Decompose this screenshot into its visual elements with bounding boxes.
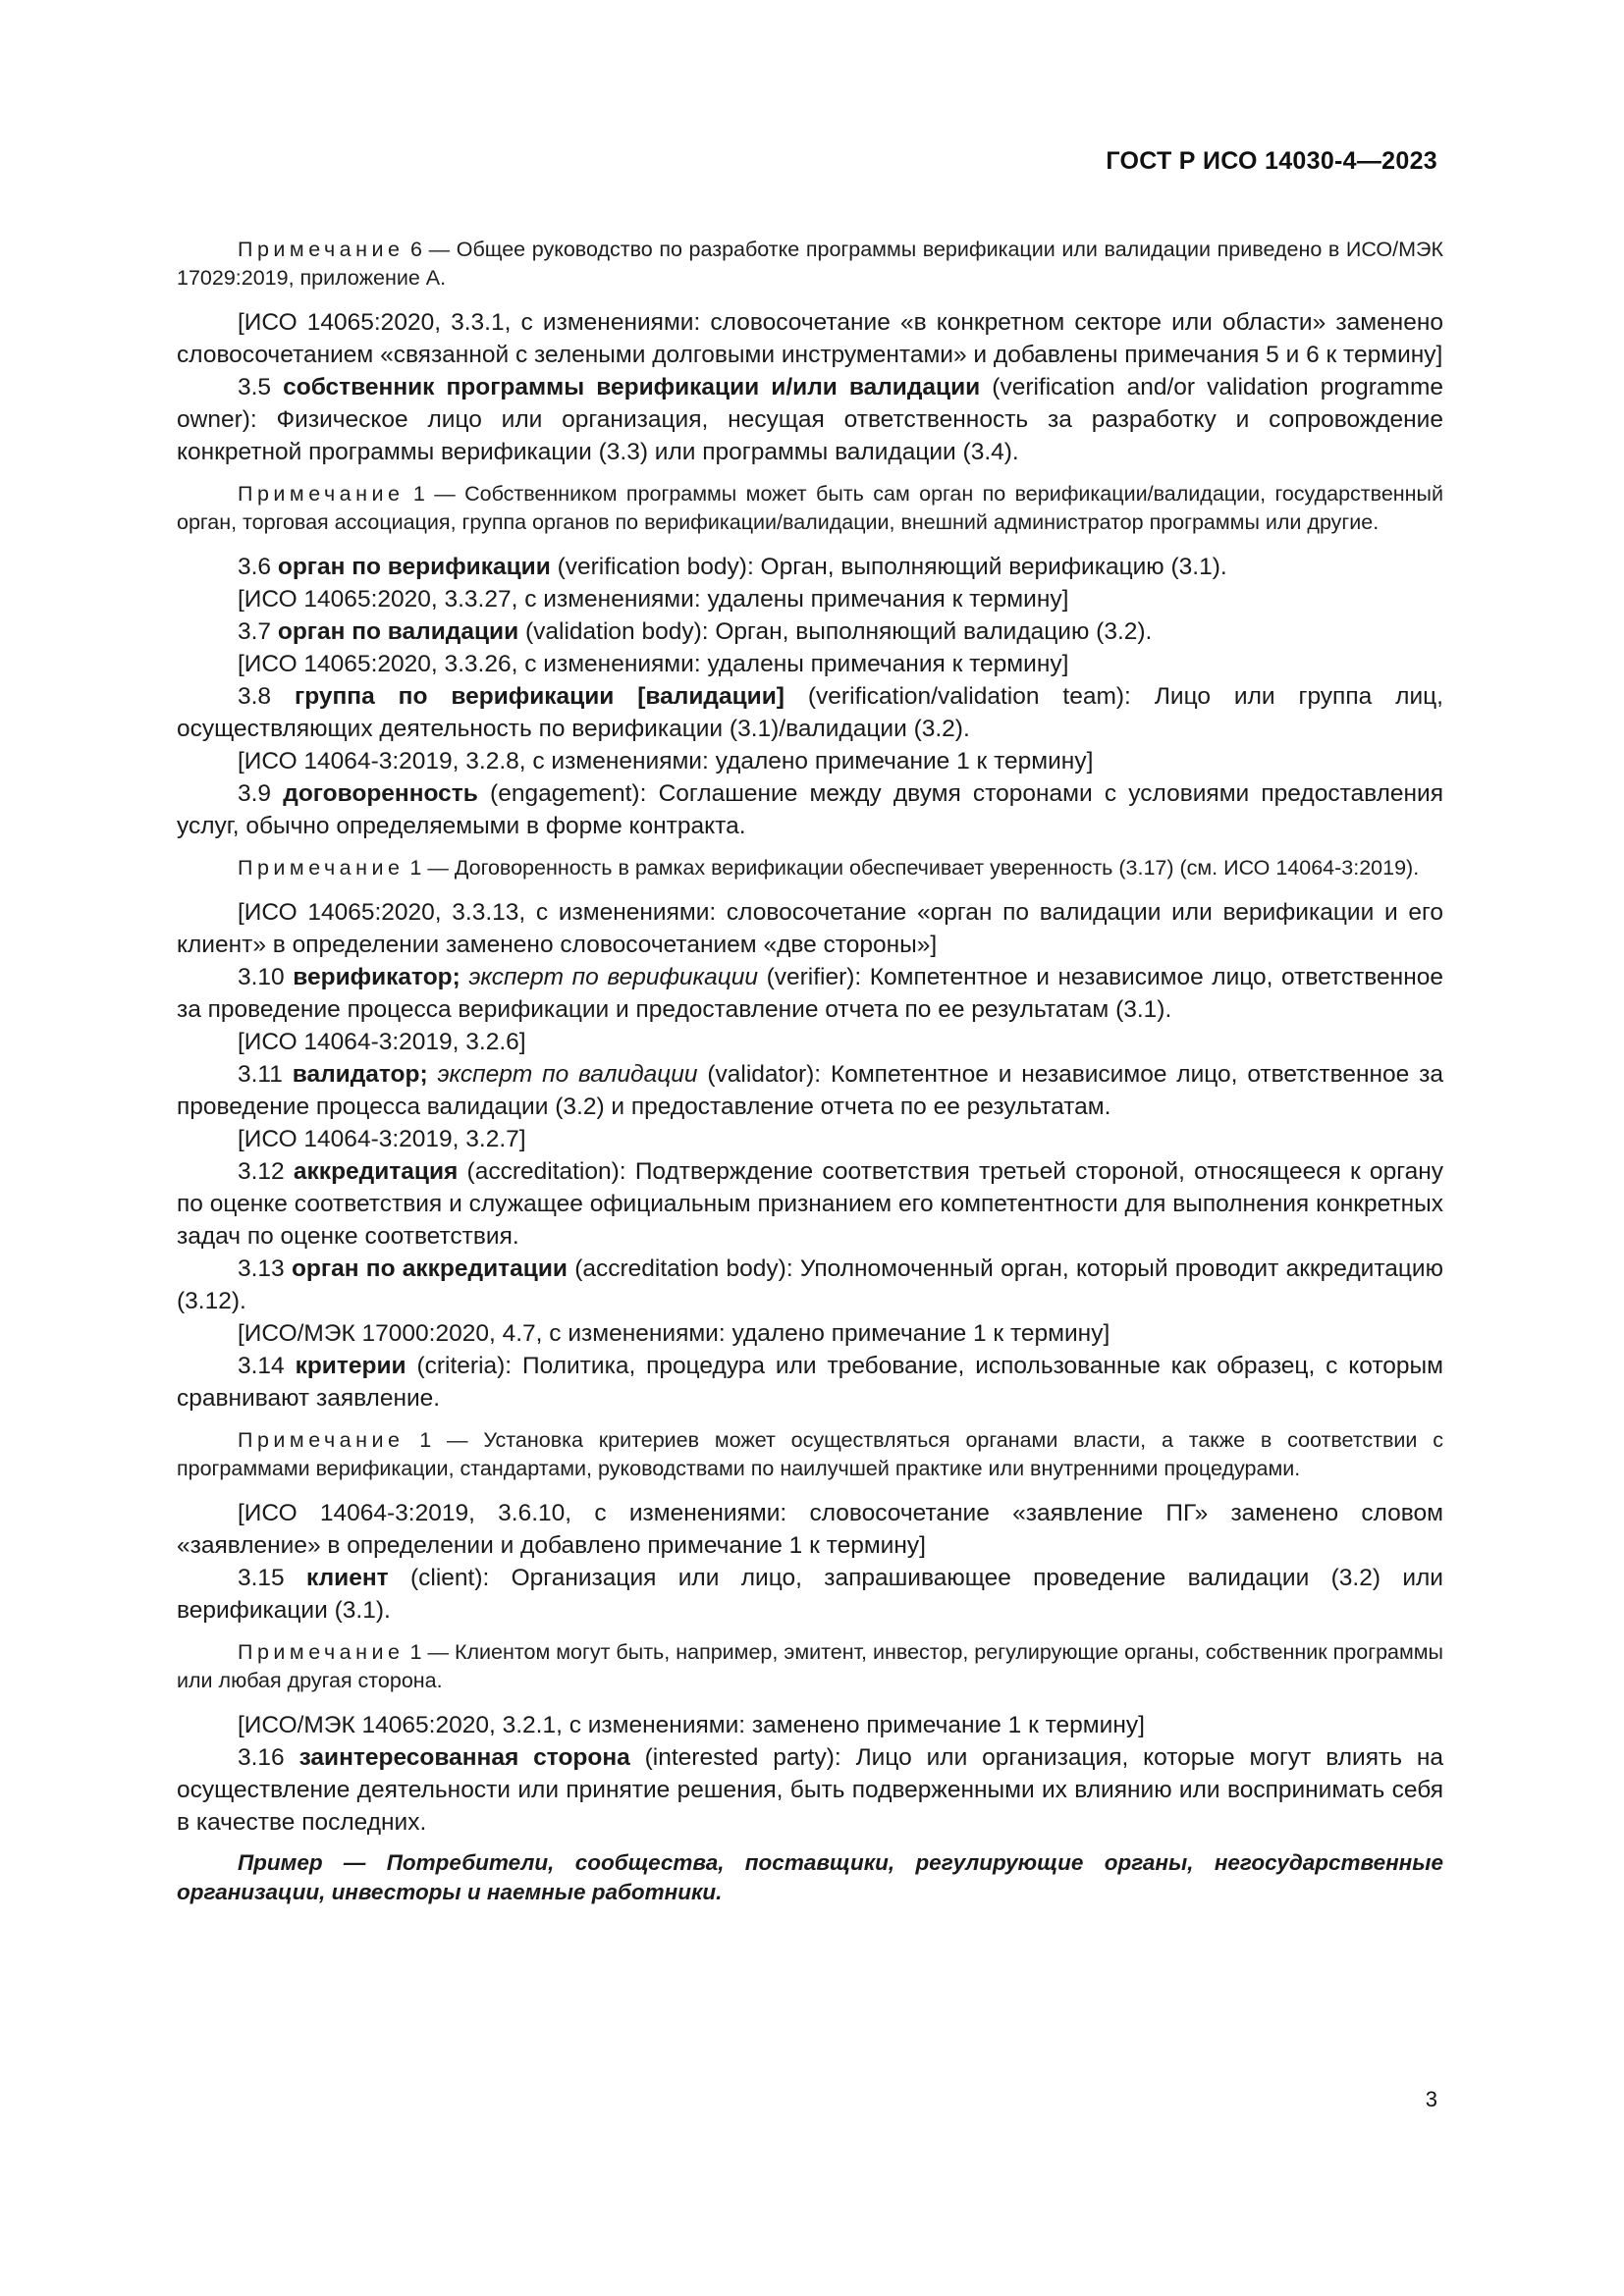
term-number: 3.8 (238, 683, 296, 710)
term-number: 3.7 (238, 618, 278, 645)
term-name: договоренность (283, 780, 478, 807)
term-text: (interested party): Лицо или организация, которые могут влиять на осуществление деятельности или принятие решения, быть подверженными их влиянию или воспринимать себя в качестве последних. (177, 1744, 1443, 1836)
reference-paragraph: [ИСО 14065:2020, 3.3.26, с изменениями: удалены примечания к термину] (238, 651, 1069, 677)
term-number: 3.13 (238, 1255, 292, 1282)
document-body (177, 224, 1443, 1907)
note-text: 1 — Клиентом могут быть, например, эмитент, инвестор, регулирующие органы, собственник программы или любая другая сторона. (177, 1640, 1443, 1692)
term-definition (177, 1155, 1443, 1253)
document-header: ГОСТ Р ИСО 14030-4—2023 (1106, 147, 1437, 175)
term-name: заинтересованная сторона (298, 1744, 630, 1771)
term-text: (verifier): Компетентное и независимое лицо, ответственное за проведение процесса верификации и предоставление отчета по ее результатам (3.1). (177, 964, 1443, 1023)
term-text: (verification and/or validation programme owner): Физическое лицо или организация, несущая ответственность за разработку и сопровождение конкретной программы верификации (3.3) или программы валидации (3.4). (177, 374, 1443, 465)
note-label: Примечание (238, 238, 405, 261)
term-number: 3.15 (238, 1565, 307, 1591)
term-text: (verification body): Орган, выполняющий верификацию (3.1). (550, 554, 1227, 580)
term-text: (validation body): Орган, выполняющий валидацию (3.2). (518, 618, 1153, 645)
note-text: 1 — Установка критериев может осуществляться органами власти, а также в соответствии с программами верификации, стандартами, руководствами по наилучшей практике или внутренними процедурами. (177, 1428, 1443, 1480)
term-definition (177, 1741, 1443, 1839)
note-paragraph (177, 1638, 1443, 1695)
note-text: 1 — Договоренность в рамках верификации обеспечивает уверенность (3.17) (см. ИСО 14064-3:2019). (404, 856, 1420, 880)
note-paragraph (177, 1426, 1443, 1483)
term-number: 3.5 (238, 374, 284, 400)
term-number: 3.16 (238, 1744, 299, 1771)
note-label: Примечание (238, 1428, 405, 1452)
term-text: (criteria): Политика, процедура или требование, использованные как образец, с которым сравнивают заявление. (177, 1353, 1443, 1412)
term-name: критерии (295, 1353, 406, 1379)
page-number: 3 (1425, 2087, 1437, 2111)
note-label: Примечание (238, 482, 405, 506)
note-text: 6 — Общее руководство по разработке программы верификации или валидации приведено в ИСО/МЭК 17029:2019, приложение А. (177, 238, 1443, 290)
reference-paragraph: [ИСО/МЭК 14065:2020, 3.2.1, с изменениями: заменено примечание 1 к термину] (238, 1712, 1145, 1738)
term-text: (client): Организация или лицо, запрашивающее проведение валидации (3.2) или верификации (3.1). (177, 1565, 1443, 1624)
term-definition (177, 371, 1443, 468)
reference-paragraph: [ИСО 14064-3:2019, 3.2.6] (238, 1029, 526, 1055)
term-name: орган по валидации (277, 618, 519, 645)
term-definition (177, 1058, 1443, 1123)
reference-paragraph: [ИСО 14064-3:2019, 3.2.7] (238, 1126, 526, 1152)
term-number: 3.9 (238, 780, 284, 807)
term-text: (validator): Компетентное и независимое лицо, ответственное за проведение процесса валидации (3.2) и предоставление отчета по ее результатам. (177, 1061, 1443, 1120)
term-definition (177, 1562, 1443, 1627)
term-definition (177, 961, 1443, 1026)
term-number: 3.14 (238, 1353, 296, 1379)
reference-paragraph: [ИСО 14065:2020, 3.3.13, с изменениями: словосочетание «орган по валидации или верификации и его клиент» в определении заменено словосочетанием «две стороны»] (177, 899, 1443, 958)
note-text: 1 — Собственником программы может быть сам орган по верификации/валидации, государственный орган, торговая ассоциация, группа органов по верификации/валидации, внешний администратор программы или другие. (177, 482, 1443, 534)
term-name: верификатор; (293, 964, 460, 990)
term-number: 3.6 (238, 554, 278, 580)
reference-paragraph: [ИСО/МЭК 17000:2020, 4.7, с изменениями: удалено примечание 1 к термину] (238, 1320, 1110, 1347)
term-definition (177, 1350, 1443, 1415)
term-synonym: эксперт по валидации (427, 1061, 698, 1088)
term-definition (177, 615, 1443, 648)
term-name: орган по аккредитации (291, 1255, 568, 1282)
reference-paragraph: [ИСО 14065:2020, 3.3.27, с изменениями: удалены примечания к термину] (238, 586, 1069, 613)
note-paragraph (177, 480, 1443, 537)
term-name: собственник программы верификации и/или валидации (283, 374, 981, 400)
term-definition (177, 680, 1443, 745)
term-name: валидатор; (292, 1061, 428, 1088)
term-number: 3.12 (238, 1158, 294, 1185)
note-paragraph (177, 236, 1443, 293)
term-text: (engagement): Соглашение между двумя сторонами с условиями предоставления услуг, обычно определяемыми в форме контракта. (177, 780, 1443, 839)
note-label: Примечание (238, 856, 405, 880)
term-name: аккредитация (293, 1158, 459, 1185)
term-definition (177, 777, 1443, 842)
term-text: (accreditation): Подтверждение соответствия третьей стороной, относящееся к органу по оценке соответствия и служащее официальным признанием его компетентности для выполнения конкретных задач по оценке соответствия. (177, 1158, 1443, 1250)
term-synonym: эксперт по верификации (460, 964, 759, 990)
term-name: группа по верификации [валидации] (295, 683, 785, 710)
term-definition (177, 1253, 1443, 1317)
term-text: (accreditation body): Уполномоченный орган, который проводит аккредитацию (3.12). (177, 1255, 1443, 1314)
term-number: 3.11 (238, 1061, 293, 1088)
reference-paragraph: [ИСО 14065:2020, 3.3.1, с изменениями: словосочетание «в конкретном секторе или области» заменено словосочетанием «связанной с зелеными долговыми инструментами» и добавлены примечания 5 и 6 к термину] (177, 309, 1443, 368)
term-definition (177, 551, 1443, 583)
term-name: орган по верификации (277, 554, 551, 580)
reference-paragraph: [ИСО 14064-3:2019, 3.2.8, с изменениями: удалено примечание 1 к термину] (238, 748, 1094, 774)
term-name: клиент (306, 1565, 389, 1591)
term-text: (verification/validation team): Лицо или группа лиц, осуществляющих деятельность по верификации (3.1)/валидации (3.2). (177, 683, 1443, 742)
example-paragraph: Пример — Потребители, сообщества, поставщики, регулирующие органы, негосударственные организации, инвесторы и наемные работники. (177, 1850, 1443, 1904)
term-number: 3.10 (238, 964, 294, 990)
note-paragraph (177, 854, 1443, 882)
note-label: Примечание (238, 1640, 405, 1664)
reference-paragraph: [ИСО 14064-3:2019, 3.6.10, с изменениями: словосочетание «заявление ПГ» заменено словом «заявление» в определении и добавлено примечание 1 к термину] (177, 1500, 1443, 1559)
